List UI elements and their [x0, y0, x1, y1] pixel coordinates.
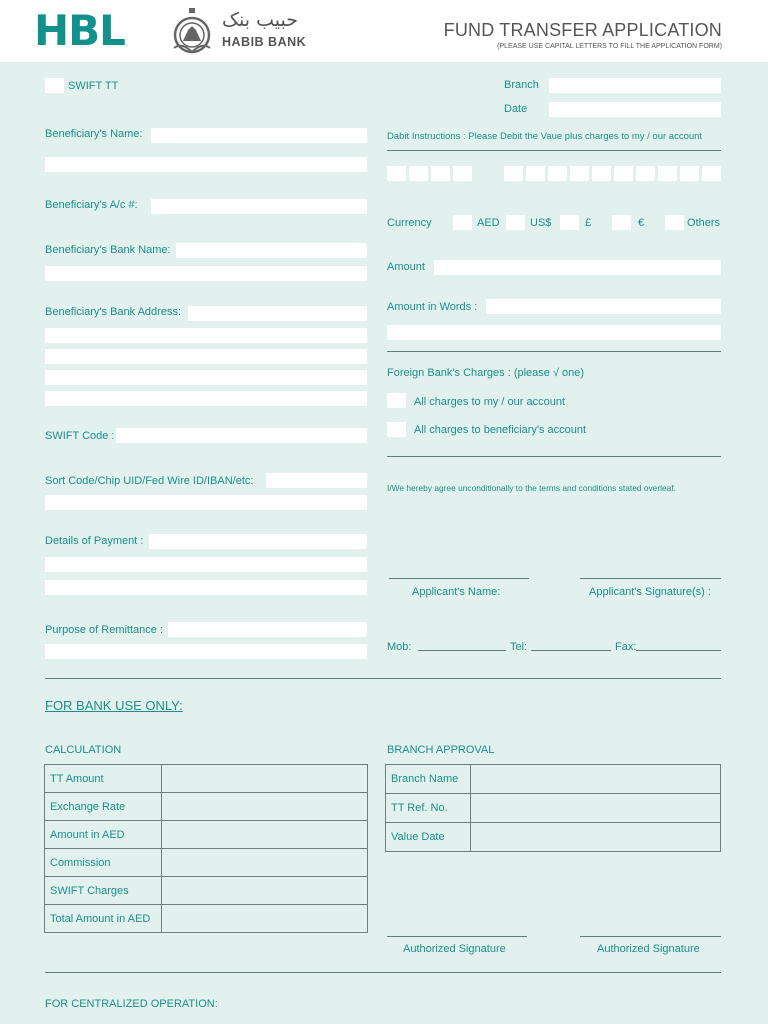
bank-name-urdu: حبیب بنک — [222, 9, 298, 31]
beneficiary-bank-name-field-2[interactable] — [45, 266, 367, 281]
agreement-text: I/We hereby agree unconditionally to the terms and conditions stated overleaf. — [387, 483, 676, 493]
table-row — [45, 849, 368, 877]
beneficiary-account-field[interactable] — [151, 199, 367, 214]
branch-label: Branch — [504, 79, 539, 91]
sort-code-label: Sort Code/Chip UID/Fed Wire ID/IBAN/etc: — [45, 475, 254, 487]
approval-value-cell[interactable] — [471, 823, 721, 852]
swift-tt-label: SWIFT TT — [68, 80, 119, 92]
applicant-name-line[interactable] — [389, 578, 529, 579]
centralized-operation-heading: FOR CENTRALIZED OPERATION: — [45, 998, 218, 1010]
calc-value-cell[interactable] — [162, 793, 368, 821]
form-subtitle: (PLEASE USE CAPITAL LETTERS TO FILL THE APPLICATION FORM) — [497, 43, 722, 50]
currency-gbp-label: £ — [585, 217, 592, 229]
branch-approval-heading: BRANCH APPROVAL — [387, 744, 495, 756]
authorized-signature-label-2: Authorized Signature — [597, 943, 700, 955]
table-row — [45, 765, 368, 793]
currency-eur-label: € — [638, 217, 645, 229]
currency-usd-label: US$ — [530, 217, 552, 229]
mob-label: Mob: — [387, 641, 412, 653]
charges-mine-label: All charges to my / our account — [414, 396, 566, 408]
account-digit-box[interactable] — [702, 166, 721, 181]
section-divider — [45, 678, 721, 679]
details-of-payment-field-3[interactable] — [45, 580, 367, 595]
swift-tt-checkbox[interactable] — [45, 78, 64, 93]
section-divider — [45, 972, 721, 973]
approval-label: TT Ref. No. — [386, 794, 471, 823]
applicant-signature-label: Applicant's Signature(s) : — [589, 586, 711, 598]
account-digit-box[interactable] — [409, 166, 428, 181]
swift-code-label: SWIFT Code : — [45, 430, 115, 442]
beneficiary-bank-address-field-3[interactable] — [45, 349, 367, 364]
details-of-payment-field-2[interactable] — [45, 557, 367, 572]
fax-line[interactable] — [636, 650, 721, 651]
purpose-of-remittance-field-2[interactable] — [45, 644, 367, 659]
account-digit-box[interactable] — [636, 166, 655, 181]
purpose-of-remittance-field[interactable] — [168, 622, 367, 637]
authorized-signature-line-2[interactable] — [580, 936, 721, 937]
fax-label: Fax: — [615, 641, 637, 653]
beneficiary-bank-address-field[interactable] — [188, 306, 367, 321]
branch-approval-table — [385, 764, 721, 852]
calc-value-cell[interactable] — [162, 905, 368, 933]
account-digit-box[interactable] — [387, 166, 406, 181]
sort-code-field[interactable] — [266, 473, 367, 488]
authorized-signature-label-1: Authorized Signature — [403, 943, 506, 955]
charges-mine-checkbox[interactable] — [387, 393, 406, 408]
beneficiary-bank-address-field-4[interactable] — [45, 370, 367, 385]
applicant-signature-line[interactable] — [580, 578, 721, 579]
amount-field[interactable] — [434, 260, 721, 275]
calc-label: Exchange Rate — [45, 793, 162, 821]
table-row — [45, 905, 368, 933]
date-label: Date — [504, 103, 528, 115]
beneficiary-bank-name-label: Beneficiary's Bank Name: — [45, 244, 171, 256]
calc-label: SWIFT Charges — [45, 877, 162, 905]
beneficiary-bank-address-label: Beneficiary's Bank Address: — [45, 306, 182, 318]
currency-label: Currency — [387, 217, 432, 229]
details-of-payment-label: Details of Payment : — [45, 535, 144, 547]
branch-field[interactable] — [549, 78, 721, 93]
approval-value-cell[interactable] — [471, 794, 721, 823]
calculation-heading: CALCULATION — [45, 744, 122, 756]
calc-value-cell[interactable] — [162, 765, 368, 793]
approval-label: Branch Name — [386, 765, 471, 794]
beneficiary-account-label: Beneficiary's A/c #: — [45, 199, 138, 211]
table-row — [45, 793, 368, 821]
divider — [387, 150, 721, 151]
form-header — [0, 0, 768, 62]
authorized-signature-line-1[interactable] — [387, 936, 527, 937]
bank-emblem-icon — [168, 8, 216, 54]
currency-aed-checkbox[interactable] — [453, 215, 472, 230]
divider — [387, 351, 721, 352]
approval-value-cell[interactable] — [471, 765, 721, 794]
details-of-payment-field[interactable] — [149, 534, 367, 549]
account-digit-box[interactable] — [431, 166, 450, 181]
beneficiary-name-label: Beneficiary's Name: — [45, 128, 143, 140]
foreign-charges-label: Foreign Bank's Charges : (please √ one) — [387, 367, 585, 379]
amount-in-words-field-2[interactable] — [387, 325, 721, 340]
beneficiary-bank-address-field-5[interactable] — [45, 391, 367, 406]
currency-eur-checkbox[interactable] — [612, 215, 631, 230]
amount-in-words-label: Amount in Words : — [387, 301, 478, 313]
calculation-table — [44, 764, 368, 933]
calc-label: Total Amount in AED — [45, 905, 162, 933]
calc-value-cell[interactable] — [162, 849, 368, 877]
beneficiary-name-field-2[interactable] — [45, 157, 367, 172]
account-digit-box[interactable] — [614, 166, 633, 181]
beneficiary-name-field[interactable] — [151, 128, 367, 143]
applicant-name-label: Applicant's Name: — [412, 586, 501, 598]
date-field[interactable] — [549, 102, 721, 117]
purpose-of-remittance-label: Purpose of Remittance : — [45, 624, 164, 636]
account-digit-box[interactable] — [570, 166, 589, 181]
bank-name-english: HABIB BANK — [222, 35, 307, 49]
table-row — [45, 877, 368, 905]
calc-label: Commission — [45, 849, 162, 877]
calc-value-cell[interactable] — [162, 821, 368, 849]
approval-label: Value Date — [386, 823, 471, 852]
form-title: FUND TRANSFER APPLICATION — [443, 20, 722, 40]
table-row — [386, 823, 721, 852]
beneficiary-bank-address-field-2[interactable] — [45, 328, 367, 343]
table-row — [45, 821, 368, 849]
calc-value-cell[interactable] — [162, 877, 368, 905]
swift-code-field[interactable] — [116, 428, 367, 443]
table-row — [386, 765, 721, 794]
calc-label: TT Amount — [45, 765, 162, 793]
account-digit-box[interactable] — [504, 166, 523, 181]
charges-beneficiary-label: All charges to beneficiary's account — [414, 424, 587, 436]
calc-label: Amount in AED — [45, 821, 162, 849]
hbl-logo: HBL — [34, 6, 125, 55]
currency-others-checkbox[interactable] — [665, 215, 684, 230]
amount-in-words-field[interactable] — [486, 299, 721, 314]
table-row — [386, 794, 721, 823]
account-digit-box[interactable] — [453, 166, 472, 181]
amount-label: Amount — [387, 261, 425, 273]
account-digit-box[interactable] — [592, 166, 611, 181]
account-digit-box[interactable] — [680, 166, 699, 181]
divider — [387, 456, 721, 457]
currency-gbp-checkbox[interactable] — [560, 215, 579, 230]
currency-usd-checkbox[interactable] — [506, 215, 525, 230]
account-digit-box[interactable] — [526, 166, 545, 181]
sort-code-field-2[interactable] — [45, 495, 367, 510]
currency-others-label: Others — [687, 217, 721, 229]
tel-line[interactable] — [531, 650, 611, 651]
mob-line[interactable] — [418, 650, 506, 651]
currency-aed-label: AED — [477, 217, 500, 229]
beneficiary-bank-name-field[interactable] — [176, 243, 367, 258]
account-digit-box[interactable] — [658, 166, 677, 181]
account-digit-box[interactable] — [548, 166, 567, 181]
debit-instructions-label: Dabit Instructions : Please Debit the Vaue plus charges to my / our account — [387, 131, 703, 142]
bank-use-heading: FOR BANK USE ONLY: — [45, 698, 183, 713]
charges-beneficiary-checkbox[interactable] — [387, 422, 406, 437]
tel-label: Tel: — [510, 641, 528, 653]
